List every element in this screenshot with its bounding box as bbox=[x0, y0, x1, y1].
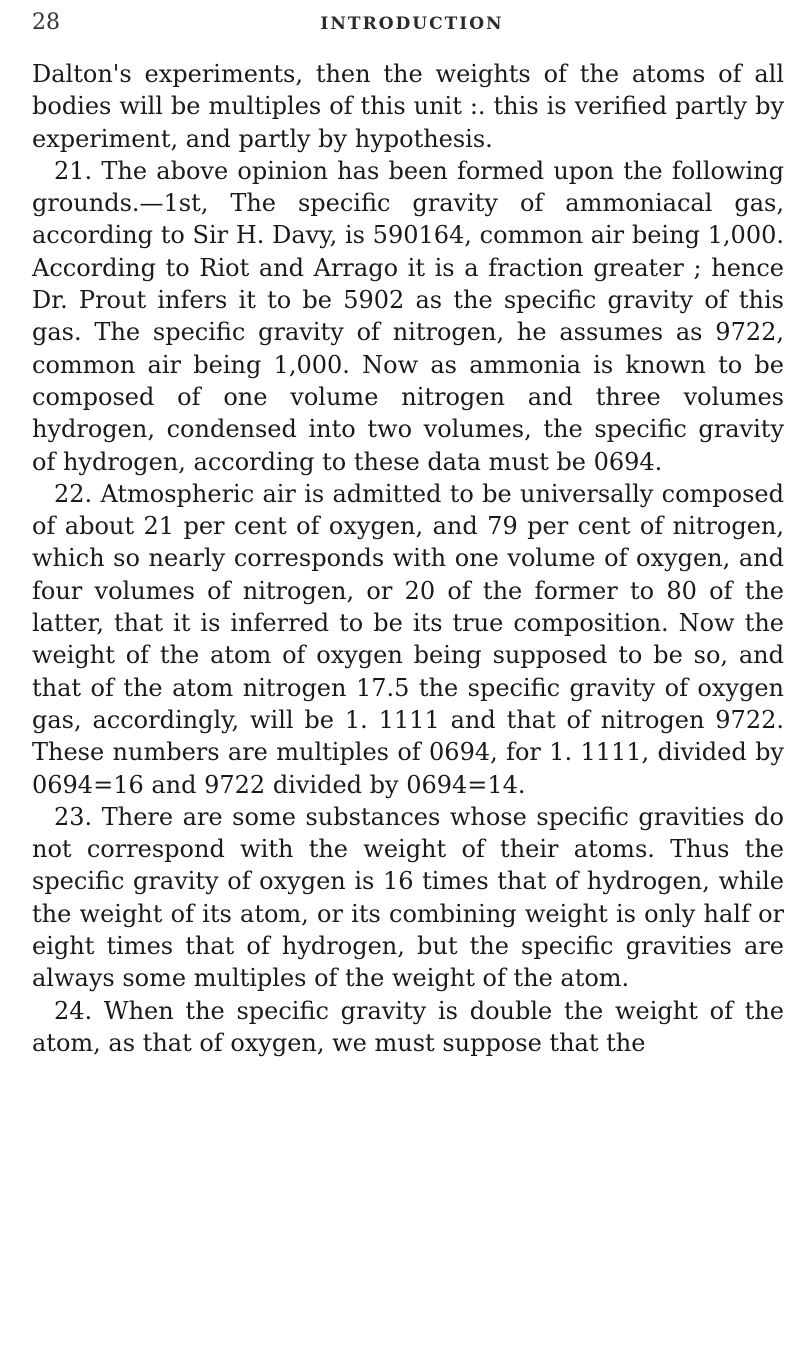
paragraph-22: 22. Atmospheric air is admitted to be universally composed of about 21 per cent of oxygen, and 79 per cent of nitrogen, which so nearly corresponds with one volume of oxygen, and four volumes of nitrogen, or 20 of the former to 80 of the latter, that it is inferred to be its true composition. Now the weight of the atom of oxygen being supposed to be so, and that of the atom nitrogen 17.5 the specific gravity of oxygen gas, accordingly, will be 1. 1111 and that of nitrogen 9722. These numbers are multiples of 0694, for 1. 1111, divided by 0694=16 and 9722 divided by 0694=14. bbox=[32, 479, 784, 799]
chapter-title: INTRODUCTION bbox=[320, 14, 504, 34]
paragraph-23: 23. There are some substances whose specific gravities do not correspond with the weight of their atoms. Thus the specific gravity of oxygen is 16 times that of hydrogen, while the weight of its atom, or its combining weight is only half or eight times that of hydrogen, but the specific gravities are always some multiples of the weight of the atom. bbox=[32, 802, 784, 993]
paragraph-21: 21. The above opinion has been formed upon the following grounds.—1st, The specific gravity of ammoniacal gas, according to Sir H. Davy, is 590164, common air being 1,000. According to Riot and Arrago it is a fraction greater ; hence Dr. Prout infers it to be 5902 as the specific gravity of this gas. The specific gravity of nitrogen, he assumes as 9722, common air being 1,000. Now as ammonia is known to be composed of one volume nitrogen and three volumes hydrogen, condensed into two volumes, the specific gravity of hydrogen, according to these data must be 0694. bbox=[32, 156, 784, 476]
page-number: 28 bbox=[32, 10, 60, 35]
body-text bbox=[32, 58, 784, 1059]
running-head bbox=[32, 4, 792, 44]
paragraph-24: 24. When the specific gravity is double the weight of the atom, as that of oxygen, we must suppose that the bbox=[32, 996, 784, 1057]
paragraph-continuation: Dalton's experiments, then the weights of the atoms of all bodies will be multiples of this unit :. this is verified partly by experiment, and partly by hypothesis. bbox=[32, 60, 784, 153]
